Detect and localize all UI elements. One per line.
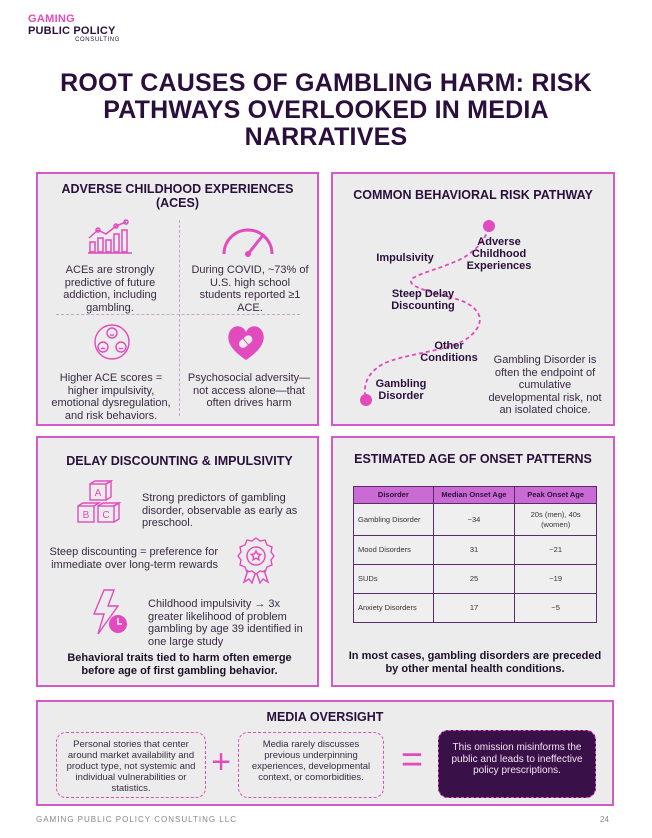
table-cell: 20s (men), 40s (women) (515, 504, 597, 536)
equals-icon: = (400, 739, 424, 781)
onset-summary: In most cases, gambling disorders are preceded by other mental health conditions. (348, 650, 602, 675)
page-title: ROOT CAUSES OF GAMBLING HARM: RISK PATHWAYS OVERLOOKED IN MEDIA NARRATIVES (60, 69, 592, 151)
onset-table (353, 486, 597, 623)
aces-quadrant-4-text: Psychosocial adversity—not access alone—that often drives harm (187, 372, 311, 409)
pathway-step-4: Other Conditions (420, 340, 478, 364)
pathway-step-3: Steep Delay Discounting (391, 288, 455, 312)
media-middle-card: Media rarely discusses previous underpinning experiences, developmental context, or comorbidities. (238, 732, 384, 798)
abc-blocks-icon (74, 480, 128, 532)
table-cell: 31 (433, 536, 515, 565)
media-left-card: Personal stories that center around market availability and product type, not systemic and individual vulnerabilities or statistics. (56, 732, 206, 798)
aces-panel (36, 172, 319, 426)
pathway-title: COMMON BEHAVIORAL RISK PATHWAY (353, 188, 593, 202)
table-cell: ~21 (515, 536, 597, 565)
delay-title: DELAY DISCOUNTING & IMPULSIVITY (66, 454, 293, 468)
delay-summary: Behavioral traits tied to harm often emerge before age of first gambling behavior. (67, 652, 292, 677)
pathway-note: Gambling Disorder is often the endpoint of cumulative developmental risk, not an isolated choice. (488, 354, 602, 416)
pathway-step-1: Adverse Childhood Experiences (466, 236, 532, 272)
abc-block-b: B (82, 510, 90, 521)
aces-title: ADVERSE CHILDHOOD EXPERIENCES (ACES) (61, 182, 294, 210)
table-cell: ~34 (433, 504, 515, 536)
media-conclusion-card: This omission misinforms the public and leads to ineffective policy prescriptions. (438, 730, 596, 798)
table-cell: Mood Disorders (354, 536, 434, 565)
delay-point-2: Steep discounting = preference for immediate over long-term rewards (49, 546, 218, 571)
table-row (354, 536, 597, 565)
table-row (354, 594, 597, 623)
logo (28, 14, 120, 43)
table-cell: ~19 (515, 565, 597, 594)
pathway-step-2: Impulsivity (376, 252, 434, 264)
table-cell: SUDs (354, 565, 434, 594)
onset-table-header (354, 487, 597, 504)
aces-quadrant-2-text: During COVID, ~73% of U.S. high school students reported ≥1 ACE. (191, 264, 309, 314)
gauge-icon (218, 220, 278, 260)
mood-faces-icon (90, 322, 134, 362)
award-badge-icon (234, 536, 278, 584)
plus-icon: + (211, 743, 231, 781)
delay-panel (36, 436, 319, 687)
table-cell: Anxiety Disorders (354, 594, 434, 623)
table-cell: 25 (433, 565, 515, 594)
aces-divider-vertical (179, 220, 180, 416)
onset-col-disorder: Disorder (354, 487, 434, 504)
media-panel (36, 700, 614, 806)
logo-line-1: GAMING (28, 13, 76, 25)
pathway-panel (331, 172, 615, 426)
table-cell: Gambling Disorder (354, 504, 434, 536)
abc-block-a: A (94, 488, 102, 499)
lightning-clock-icon (88, 588, 132, 638)
onset-col-median: Median Onset Age (433, 487, 515, 504)
abc-block-c: C (102, 510, 110, 521)
broken-heart-bandage-icon (224, 322, 268, 362)
aces-quadrant-3-text: Higher ACE scores = higher impulsivity, emotional dysregulation, and risk behaviors. (51, 372, 171, 422)
logo-line-3: CONSULTING (75, 37, 120, 44)
pathway-step-5: Gambling Disorder (375, 378, 427, 402)
delay-point-3: Childhood impulsivity → 3x greater likelihood of problem gambling by age 39 identified in one large study (148, 598, 303, 648)
onset-title: ESTIMATED AGE OF ONSET PATTERNS (354, 452, 592, 466)
aces-quadrant-1-text: ACEs are strongly predictive of future addiction, including gambling. (63, 264, 157, 314)
onset-col-peak: Peak Onset Age (515, 487, 597, 504)
page-number: 24 (600, 815, 609, 824)
aces-divider-horizontal (56, 314, 300, 315)
table-row (354, 504, 597, 536)
table-cell: ~5 (515, 594, 597, 623)
bar-chart-growth-icon (86, 216, 134, 256)
footer-org: GAMING PUBLIC POLICY CONSULTING LLC (36, 815, 237, 824)
table-cell: 17 (433, 594, 515, 623)
onset-panel (331, 436, 615, 687)
media-title: MEDIA OVERSIGHT (266, 710, 384, 724)
delay-point-1: Strong predictors of gambling disorder, observable as early as preschool. (142, 492, 298, 529)
logo-line-2: PUBLIC POLICY (28, 24, 116, 37)
table-row (354, 565, 597, 594)
